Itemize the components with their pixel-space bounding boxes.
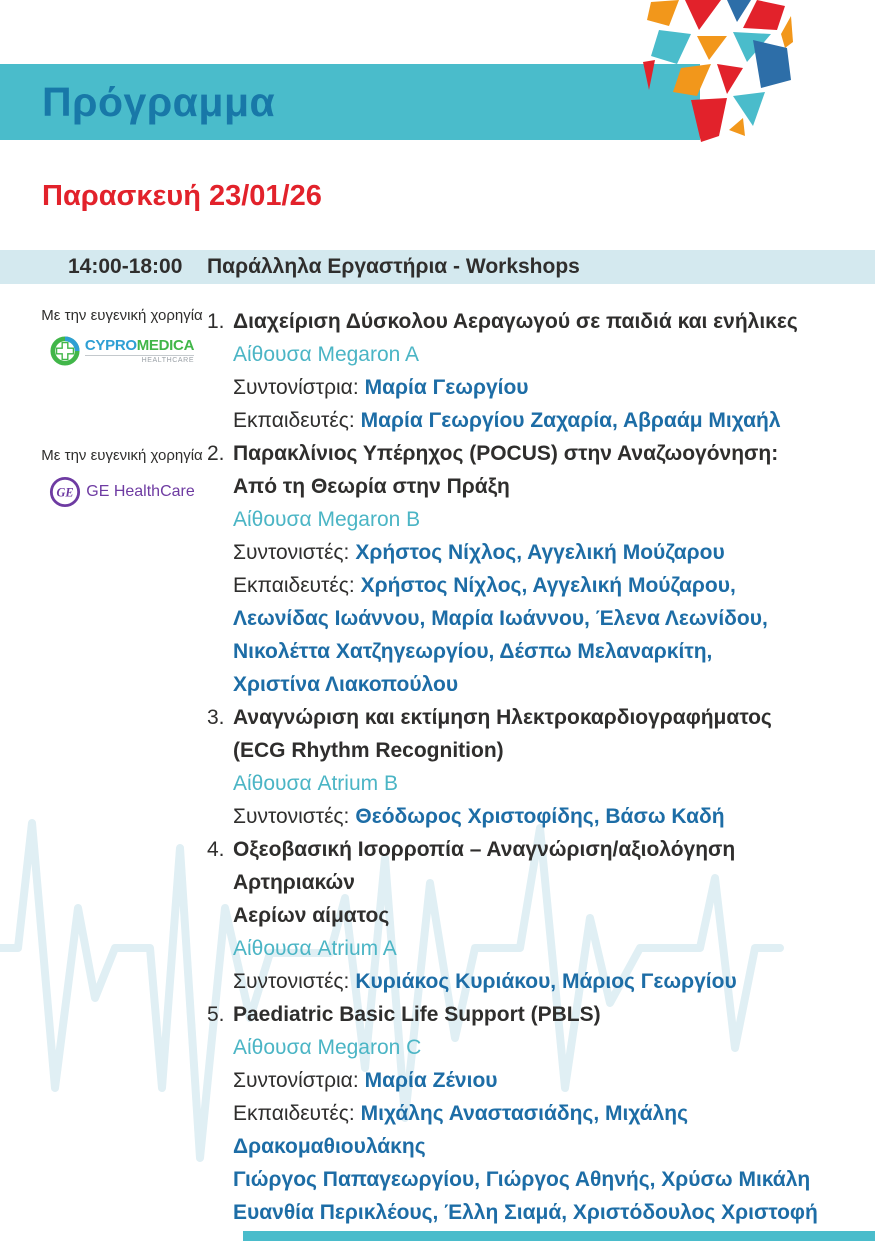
faculty-names: Χριστίνα Λιακοπούλου [233, 673, 459, 696]
coordinator-label: Συντονιστές: [233, 541, 350, 564]
coordinator-names: Μαρία Ζένιου [364, 1069, 498, 1092]
mosaic-logo [633, 0, 793, 150]
workshop-item-4 [207, 833, 859, 998]
workshop-room: Αίθουσα Atrium A [233, 937, 397, 960]
faculty-names: Χρήστος Νίχλος, Αγγελική Μούζαρου, [360, 574, 736, 597]
workshop-coordinator-line [233, 800, 859, 833]
workshop-title: Διαχείριση Δύσκολου Αεραγωγού σε παιδιά και ενήλικες [233, 310, 798, 333]
workshop-title: Αερίων αίματος [233, 904, 390, 927]
workshop-coordinator-line [233, 536, 859, 569]
workshop-number: 1. [207, 310, 225, 333]
workshop-title: Οξεοβασική Ισορροπία – Αναγνώριση/αξιολόγηση Αρτηριακών [233, 838, 736, 894]
workshop-faculty-line [233, 569, 859, 602]
footer-accent-bar [243, 1231, 875, 1241]
workshop-room: Αίθουσα Megaron A [233, 343, 420, 366]
workshop-item-3 [207, 701, 859, 833]
workshop-item-1 [207, 305, 859, 437]
workshop-coordinator-line [233, 1064, 859, 1097]
ge-healthcare-logo [38, 476, 206, 508]
cypromedica-word-medica: MEDICA [136, 336, 195, 354]
faculty-names: Μαρία Γεωργίου Ζαχαρία, Αβραάμ Μιχαήλ [360, 409, 781, 432]
faculty-names: Μιχάλης Αναστασιάδης, Μιχάλης Δρακομαθιουλάκης [233, 1102, 689, 1158]
ge-monogram-icon [49, 476, 81, 508]
workshop-faculty-line [233, 1097, 859, 1163]
cypromedica-logo [38, 336, 206, 366]
workshop-title: Παρακλίνιος Υπέρηχος (POCUS) στην Αναζωογόνηση: [233, 442, 779, 465]
sponsor-ge-healthcare [38, 446, 206, 508]
workshops-list [207, 305, 859, 1229]
date-heading: Παρασκευή 23/01/26 [42, 180, 322, 212]
cypromedica-cross-icon [50, 336, 80, 366]
coordinator-label: Συντονίστρια: [233, 376, 359, 399]
faculty-label: Εκπαιδευτές: [233, 574, 355, 597]
workshop-faculty-line [233, 404, 859, 437]
workshop-room: Αίθουσα Megaron B [233, 508, 421, 531]
workshop-title: Αναγνώριση και εκτίμηση Ηλεκτροκαρδιογραφήματος [233, 706, 772, 729]
cypromedica-healthcare-label: HEALTHCARE [85, 355, 194, 364]
workshop-title: Από τη Θεωρία στην Πράξη [233, 475, 510, 498]
workshop-coordinator-line [233, 965, 859, 998]
sponsor-cypromedica [38, 306, 206, 366]
page-title: Πρόγραμμα [42, 78, 276, 125]
workshop-title: Paediatric Basic Life Support (PBLS) [233, 1003, 601, 1026]
cypromedica-wordmark [84, 336, 195, 354]
workshop-number: 3. [207, 706, 225, 729]
workshop-number: 5. [207, 1003, 225, 1026]
cypromedica-word-cypro: CYPRO [84, 336, 137, 354]
session-title: Παράλληλα Εργαστήρια - Workshops [207, 255, 580, 278]
faculty-names: Ευανθία Περικλέους, Έλλη Σιαμά, Χριστόδουλος Χριστοφή [233, 1201, 818, 1224]
workshop-room: Αίθουσα Megaron C [233, 1036, 422, 1059]
coordinator-label: Συντονιστές: [233, 970, 350, 993]
faculty-label: Εκπαιδευτές: [233, 1102, 355, 1125]
workshop-room: Αίθουσα Atrium B [233, 772, 398, 795]
faculty-label: Εκπαιδευτές: [233, 409, 355, 432]
sponsor-note: Με την ευγενική χορηγία [41, 447, 203, 464]
svg-text:GE: GE [56, 485, 74, 500]
header-bar [0, 64, 700, 140]
coordinator-names: Θεόδωρος Χριστοφίδης, Βάσω Καδή [355, 805, 725, 828]
workshop-number: 2. [207, 442, 225, 465]
coordinator-names: Μαρία Γεωργίου [364, 376, 529, 399]
workshop-title: (ECG Rhythm Recognition) [233, 739, 504, 762]
faculty-names: Λεωνίδας Ιωάννου, Μαρία Ιωάννου, Έλενα Λεωνίδου, [233, 607, 768, 630]
coordinator-names: Χρήστος Νίχλος, Αγγελική Μούζαρου [355, 541, 725, 564]
coordinator-names: Κυριάκος Κυριάκου, Μάριος Γεωργίου [355, 970, 737, 993]
coordinator-label: Συντονίστρια: [233, 1069, 359, 1092]
session-time: 14:00-18:00 [68, 255, 183, 278]
workshop-item-5 [207, 998, 859, 1229]
faculty-names: Νικολέττα Χατζηγεωργίου, Δέσπω Μελαναρκίτη, [233, 640, 713, 663]
workshop-number: 4. [207, 838, 225, 861]
session-bar [0, 250, 875, 284]
coordinator-label: Συντονιστές: [233, 805, 350, 828]
workshop-coordinator-line [233, 371, 859, 404]
faculty-names: Γιώργος Παπαγεωργίου, Γιώργος Αθηνής, Χρύσω Μικάλη [233, 1168, 811, 1191]
sponsor-note: Με την ευγενική χορηγία [41, 307, 203, 324]
workshop-item-2 [207, 437, 859, 701]
ge-healthcare-label: GE HealthCare [86, 483, 195, 500]
